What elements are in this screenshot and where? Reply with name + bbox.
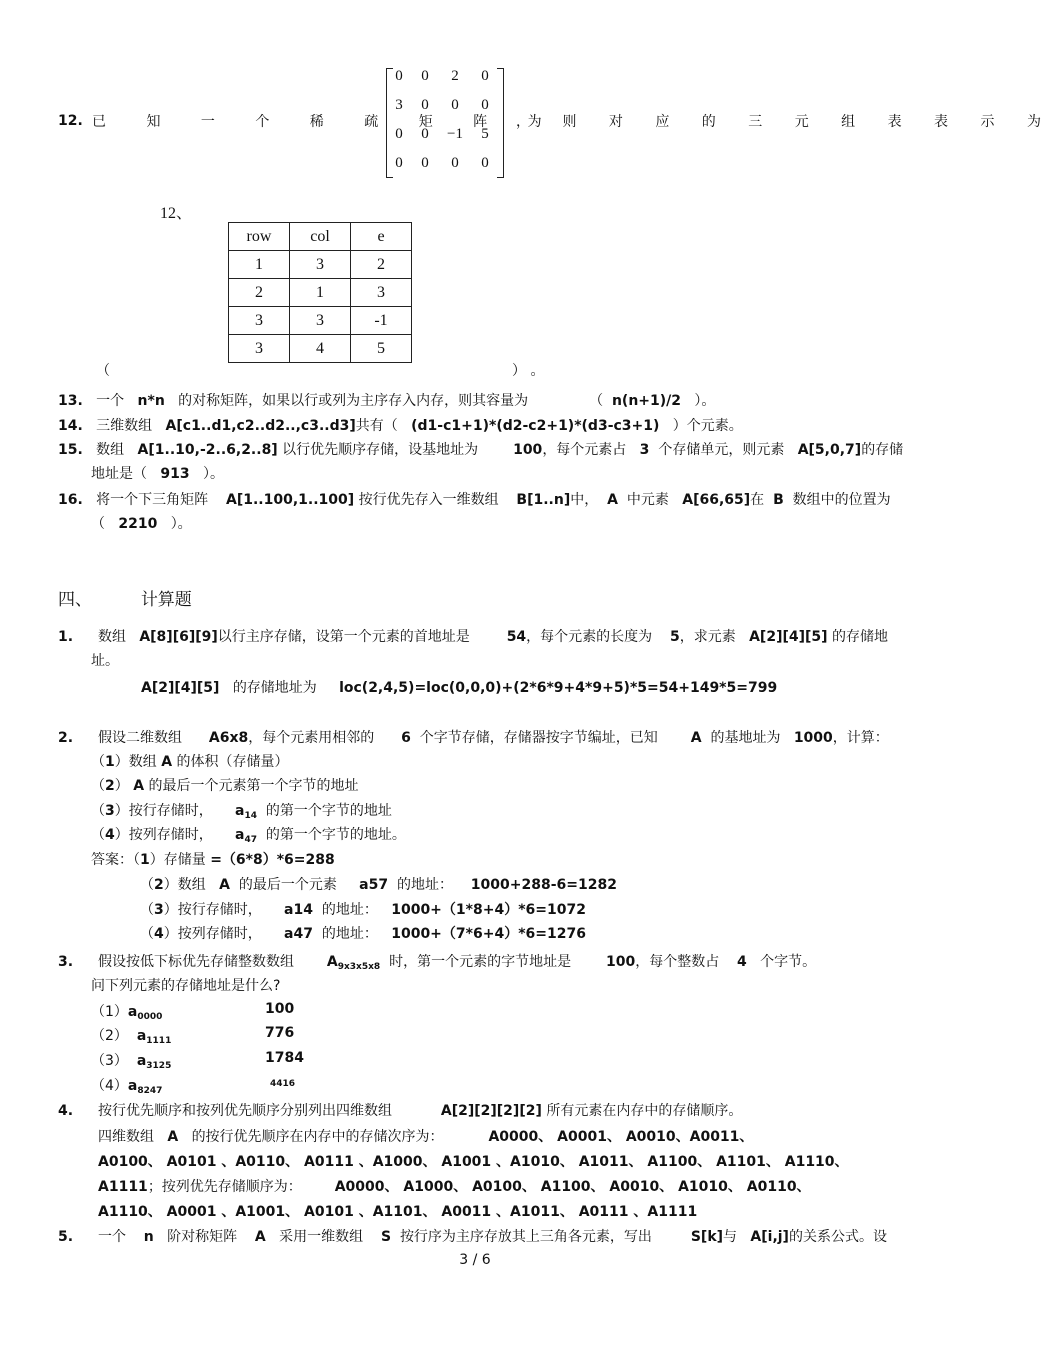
c2-term: a47 [284, 926, 313, 942]
matrix-cell: 0 [451, 155, 459, 171]
c2-text: 的地址： [321, 926, 378, 942]
c2-answer-1 [91, 849, 335, 869]
c3-text: 假设按低下标优先存储整数数组 [97, 954, 294, 970]
table-row [229, 251, 412, 279]
c3-number: 3. [58, 954, 74, 970]
c3-item-label: （2） [91, 1028, 128, 1044]
q15-value: 3 [639, 442, 650, 458]
c2-term: A [161, 754, 173, 770]
c3-value: 100 [606, 954, 636, 970]
c5-term: A[i,j] [750, 1229, 789, 1245]
q16-text: （ [91, 516, 105, 532]
c1-text: 的存储地 [832, 629, 888, 645]
q15-text: 数组 [96, 442, 125, 458]
c2-text: 4 [154, 926, 164, 942]
c2-text: 答案：（ [91, 852, 140, 868]
q15-value: 100 [513, 442, 543, 458]
c4-line-4 [98, 1176, 811, 1196]
q12-paren-close: ） 。 [512, 363, 545, 379]
q16-text: 将一个下三角矩阵 [96, 492, 209, 508]
c2-text: 3 [154, 902, 164, 918]
q12-number: 12. [58, 113, 83, 129]
c2-subscript: 14 [244, 811, 257, 821]
q14-text: 三维数组 [96, 418, 153, 434]
c2-value: 1000 [793, 730, 833, 746]
c1-value: 5 [669, 629, 680, 645]
c3-item-subscript: 0000 [137, 1012, 163, 1022]
c2-text: ）按行存储时， [163, 902, 262, 918]
table-header-cell: row [229, 223, 290, 251]
c3-item-label: （4） [91, 1078, 128, 1094]
c3-item-element: a [136, 1053, 147, 1069]
matrix-cell: 0 [421, 97, 429, 113]
q16-term: B[1..n] [516, 492, 571, 508]
c5-text: 与 [723, 1229, 738, 1245]
c5-term: S [380, 1229, 392, 1245]
matrix-cell: 0 [481, 155, 489, 171]
c1-term: A[2][4][5] [141, 680, 220, 696]
c3-item [91, 1001, 162, 1022]
c2-text: 的地址： [396, 877, 453, 893]
c2-text: ）存储量 [149, 852, 206, 868]
c3-item-element: a [136, 1028, 147, 1044]
q15-line-2 [91, 463, 224, 483]
table-row [229, 307, 412, 335]
c2-text: ）按行存储时， [114, 803, 213, 819]
q15-text: ）。 [202, 466, 224, 482]
triple-table [228, 222, 412, 363]
q16-term: A[1..100,1..100] [225, 492, 355, 508]
c2-text: 2 [105, 778, 115, 794]
q12-paren-open: （ [96, 363, 110, 379]
c2-term: A [690, 730, 702, 746]
q13-text: 一个 [96, 393, 125, 409]
c2-term: a57 [359, 877, 389, 893]
c2-text: （ [91, 803, 105, 819]
c2-text: 假设二维数组 [97, 730, 182, 746]
q15-answer: 913 [160, 466, 190, 482]
c2-text: 的体积（存储量） [176, 754, 289, 770]
c4-text: 四维数组 [98, 1129, 154, 1145]
table-cell: 3 [229, 307, 290, 335]
q16-text: 中元素 [626, 492, 669, 508]
section-number: 四、 [58, 590, 92, 610]
table-cell: -1 [351, 307, 412, 335]
c2-text: ）按列存储时， [163, 926, 262, 942]
table-cell: 5 [351, 335, 412, 363]
q13-line [58, 390, 715, 410]
table-header-cell: col [290, 223, 351, 251]
matrix-cell: 0 [421, 68, 429, 84]
q16-term: B [773, 492, 784, 508]
c2-text: （ [140, 926, 154, 942]
q15-text: ，每个元素占 [542, 442, 627, 458]
q12-answer-label: 12、 [160, 205, 193, 222]
q14-number: 14. [58, 418, 83, 434]
c1-text: ，求元素 [679, 629, 736, 645]
c1-text: 数组 [97, 629, 126, 645]
c4-text: 按行优先顺序和按列优先顺序分别列出四维数组 [97, 1103, 392, 1119]
matrix-cell: 0 [451, 97, 459, 113]
c2-text: 3 [105, 803, 115, 819]
c4-line-5: A1110、 A0001 、A1001、 A0101 、A1101、 A0011 、A1011、 A0111 、A1111 [98, 1204, 698, 1220]
c4-sequence: A0000、 A0001、 A0010、A0011、 [488, 1129, 754, 1145]
matrix-cell: −1 [447, 126, 463, 142]
c2-text: ）按列存储时， [114, 827, 213, 843]
q15-text: 以行优先顺序存储，设基地址为 [282, 442, 479, 458]
c1-line-2: 址。 [91, 653, 119, 669]
matrix-cell: 0 [481, 97, 489, 113]
c1-text: ，每个元素的长度为 [526, 629, 653, 645]
c2-text: （ [91, 754, 105, 770]
c1-number: 1. [58, 629, 74, 645]
q14-term: A[c1..d1,c2..d2..,c3..d3] [165, 418, 356, 434]
matrix-cell: 2 [451, 68, 459, 84]
q15-number: 15. [58, 442, 83, 458]
section-title: 计算题 [140, 590, 192, 610]
q16-text: ）。 [170, 516, 192, 532]
table-cell: 3 [290, 251, 351, 279]
c2-formula: =（6*8）*6=288 [210, 852, 335, 868]
c3-item-label: （1） [91, 1004, 128, 1020]
c2-text: 的最后一个元素第一个字节的地址 [148, 778, 359, 794]
c5-text: 的关系公式。设 [788, 1229, 887, 1245]
q15-term: A[5,0,7] [797, 442, 862, 458]
c5-number: 5. [58, 1229, 74, 1245]
c3-item-element: a [127, 1004, 138, 1020]
c3-item-label: （3） [91, 1053, 128, 1069]
q16-number: 16. [58, 492, 83, 508]
q15-text: 的存储 [861, 442, 904, 458]
c2-term: A6x8 [208, 730, 249, 746]
c3-item-value: 4416 [270, 1079, 296, 1089]
c4-sequence: A1111 [98, 1179, 148, 1195]
table-cell: 1 [229, 251, 290, 279]
q14-answer: (d1-c1+1)*(d2-c2+1)*(d3-c3+1) [411, 418, 660, 434]
c4-text: 所有元素在内存中的存储顺序。 [546, 1103, 743, 1119]
table-cell: 3 [229, 335, 290, 363]
c2-value: 6 [401, 730, 411, 746]
c1-line [58, 626, 888, 646]
c5-term: n [143, 1229, 154, 1245]
c2-text: 4 [105, 827, 115, 843]
c2-text: （ [91, 827, 105, 843]
c4-term: A[2][2][2][2] [440, 1103, 542, 1119]
q15-term: A[1..10,-2..6,2..8] [137, 442, 278, 458]
matrix-cell: 0 [421, 126, 429, 142]
c4-line-3: A0100、 A0101 、A0110、 A0111 、A1000、 A1001 、A1010、 A1011、 A1100、 A1101、 A1110、 [98, 1154, 849, 1170]
q14-text: ）个元素。 [672, 418, 743, 434]
q13-term: n*n [137, 393, 165, 409]
c5-text: 采用一维数组 [279, 1229, 364, 1245]
c5-line [58, 1226, 887, 1246]
c3-line-2: 问下列元素的存储地址是什么? [91, 978, 281, 994]
q13-text: 的对称矩阵，如果以行或列为主序存入内存，则其容量为 [178, 393, 529, 409]
q16-term: A[66,65] [682, 492, 751, 508]
c2-text: ）数组 [163, 877, 206, 893]
matrix-cell: 0 [395, 68, 403, 84]
c3-value: 4 [737, 954, 747, 970]
c2-text: ，每个元素用相邻的 [248, 730, 375, 746]
c1-value: 54 [506, 629, 527, 645]
matrix-cell: 0 [421, 155, 429, 171]
c3-line [58, 951, 816, 972]
c2-text: 2 [154, 877, 164, 893]
c5-text: 按行序为主序存放其上三角各元素，写出 [399, 1229, 652, 1245]
matrix-cell: 0 [395, 126, 403, 142]
table-cell: 3 [351, 279, 412, 307]
matrix-cell: 0 [395, 155, 403, 171]
c2-sub-3 [91, 800, 392, 821]
c2-number: 2. [58, 730, 74, 746]
q14-text: 共有（ [355, 418, 398, 434]
q16-line-2 [91, 513, 192, 533]
c2-formula: 1000+288-6=1282 [470, 877, 617, 893]
c4-line [58, 1100, 742, 1120]
q14-line [58, 415, 743, 435]
c3-item-value: 776 [265, 1025, 295, 1041]
c3-text: ，每个整数占 [635, 954, 720, 970]
q13-number: 13. [58, 393, 83, 409]
c2-term: A [219, 877, 230, 893]
q15-text: 个存储单元，则元素 [658, 442, 785, 458]
q12-text-2: ， 则 对 应 的 三 元 组 表 表 示 为 [516, 114, 1055, 130]
c3-item [91, 1075, 162, 1096]
c2-formula: 1000+（1*8+4）*6=1072 [391, 902, 586, 918]
table-cell: 1 [290, 279, 351, 307]
c3-subscript: 9x3x5x8 [337, 962, 381, 972]
c2-answer-2 [140, 874, 617, 894]
matrix-cell: 0 [481, 68, 489, 84]
section-heading [58, 585, 192, 610]
c4-text: 的按行优先顺序在内存中的存储次序为： [191, 1129, 444, 1145]
c2-text: 的最后一个元素 [238, 877, 337, 893]
c5-term: S[k] [690, 1229, 724, 1245]
c2-text: 的第一个字节的地址 [265, 803, 392, 819]
q13-answer: n(n+1)/2 [611, 393, 682, 409]
c2-line [58, 727, 889, 747]
q15-text: 地址是（ [91, 466, 147, 482]
q16-text: 中， [570, 492, 599, 508]
c3-item [91, 1050, 171, 1071]
c1-answer [141, 677, 777, 697]
table-header-row [229, 223, 412, 251]
c3-item-subscript: 8247 [137, 1086, 163, 1096]
c2-text: 的地址： [321, 902, 378, 918]
c2-formula: 1000+（7*6+4）*6=1276 [391, 926, 586, 942]
c2-sub-2 [91, 775, 359, 795]
c1-term: A[2][4][5] [749, 629, 828, 645]
c2-text: ，计算： [832, 730, 889, 746]
q16-term: A [607, 492, 618, 508]
c2-sub-4 [91, 824, 406, 845]
q13-paren: （ [589, 393, 604, 409]
c2-text: （ [91, 778, 105, 794]
q16-answer: 2210 [118, 516, 158, 532]
table-row [229, 279, 412, 307]
c2-text: 的基地址为 [710, 730, 781, 746]
sparse-matrix [386, 68, 504, 178]
c2-text: ）数组 [114, 754, 157, 770]
c2-sub-1 [91, 751, 289, 771]
c2-text: （ [140, 877, 154, 893]
c2-term: a [235, 827, 245, 843]
q13-paren: ）。 [694, 393, 716, 409]
c2-text: （ [140, 902, 154, 918]
table-cell: 3 [290, 307, 351, 335]
table-header-cell: e [351, 223, 412, 251]
c2-term: a [235, 803, 245, 819]
c3-item-element: a [127, 1078, 138, 1094]
c2-subscript: 47 [244, 835, 257, 845]
c2-text: 个字节存储，存储器按字节编址，已知 [419, 730, 658, 746]
c5-text: 一个 [97, 1229, 126, 1245]
c3-text: 时，第一个元素的字节地址是 [389, 954, 572, 970]
c2-answer-4 [140, 923, 586, 943]
c3-item-value: 1784 [265, 1050, 304, 1066]
c5-text: 阶对称矩阵 [167, 1229, 238, 1245]
c2-text: ） [114, 778, 129, 794]
matrix-cell: 3 [395, 97, 403, 113]
c2-answer-3 [140, 899, 586, 919]
q16-text: 数组中的位置为 [792, 492, 891, 508]
c4-line-2 [98, 1126, 753, 1146]
table-row [229, 335, 412, 363]
c3-term: A [326, 954, 338, 970]
c5-term: A [254, 1229, 266, 1245]
table-cell: 2 [229, 279, 290, 307]
c3-item [91, 1025, 171, 1046]
c3-item-subscript: 1111 [146, 1036, 172, 1046]
page-number: 3 / 6 [459, 1252, 491, 1268]
c2-text: 1 [140, 852, 150, 868]
c2-text: 的第一个字节的地址。 [265, 827, 406, 843]
c1-text: 以行主序存储，设第一个元素的首地址是 [217, 629, 470, 645]
q16-text: 在 [750, 492, 765, 508]
c2-term: a14 [284, 902, 313, 918]
c4-sequence: A0000、 A1000、 A0100、 A1100、 A0010、 A1010、 A0110、 [334, 1179, 811, 1195]
c3-item-value: 100 [265, 1001, 295, 1017]
c4-number: 4. [58, 1103, 74, 1119]
c4-text: ；按列优先存储顺序为： [147, 1179, 302, 1195]
q16-text: 按行优先存入一维数组 [358, 492, 499, 508]
c2-term: A [133, 778, 145, 794]
c2-text: 1 [105, 754, 115, 770]
table-cell: 4 [290, 335, 351, 363]
matrix-cell: 5 [481, 126, 489, 142]
c3-item-subscript: 3125 [146, 1061, 172, 1071]
c3-text: 个字节。 [760, 954, 817, 970]
q12-text: 已 知 一 个 稀 疏 矩 阵 为 [92, 114, 560, 130]
c1-formula: loc(2,4,5)=loc(0,0,0)+(2*6*9+4*9+5)*5=54+149*5=799 [339, 680, 778, 696]
c1-text: 的存储地址为 [232, 680, 317, 696]
c4-term: A [167, 1129, 179, 1145]
q16-line [58, 489, 891, 509]
q15-line [58, 439, 903, 459]
table-cell: 2 [351, 251, 412, 279]
c1-term: A[8][6][9] [139, 629, 218, 645]
